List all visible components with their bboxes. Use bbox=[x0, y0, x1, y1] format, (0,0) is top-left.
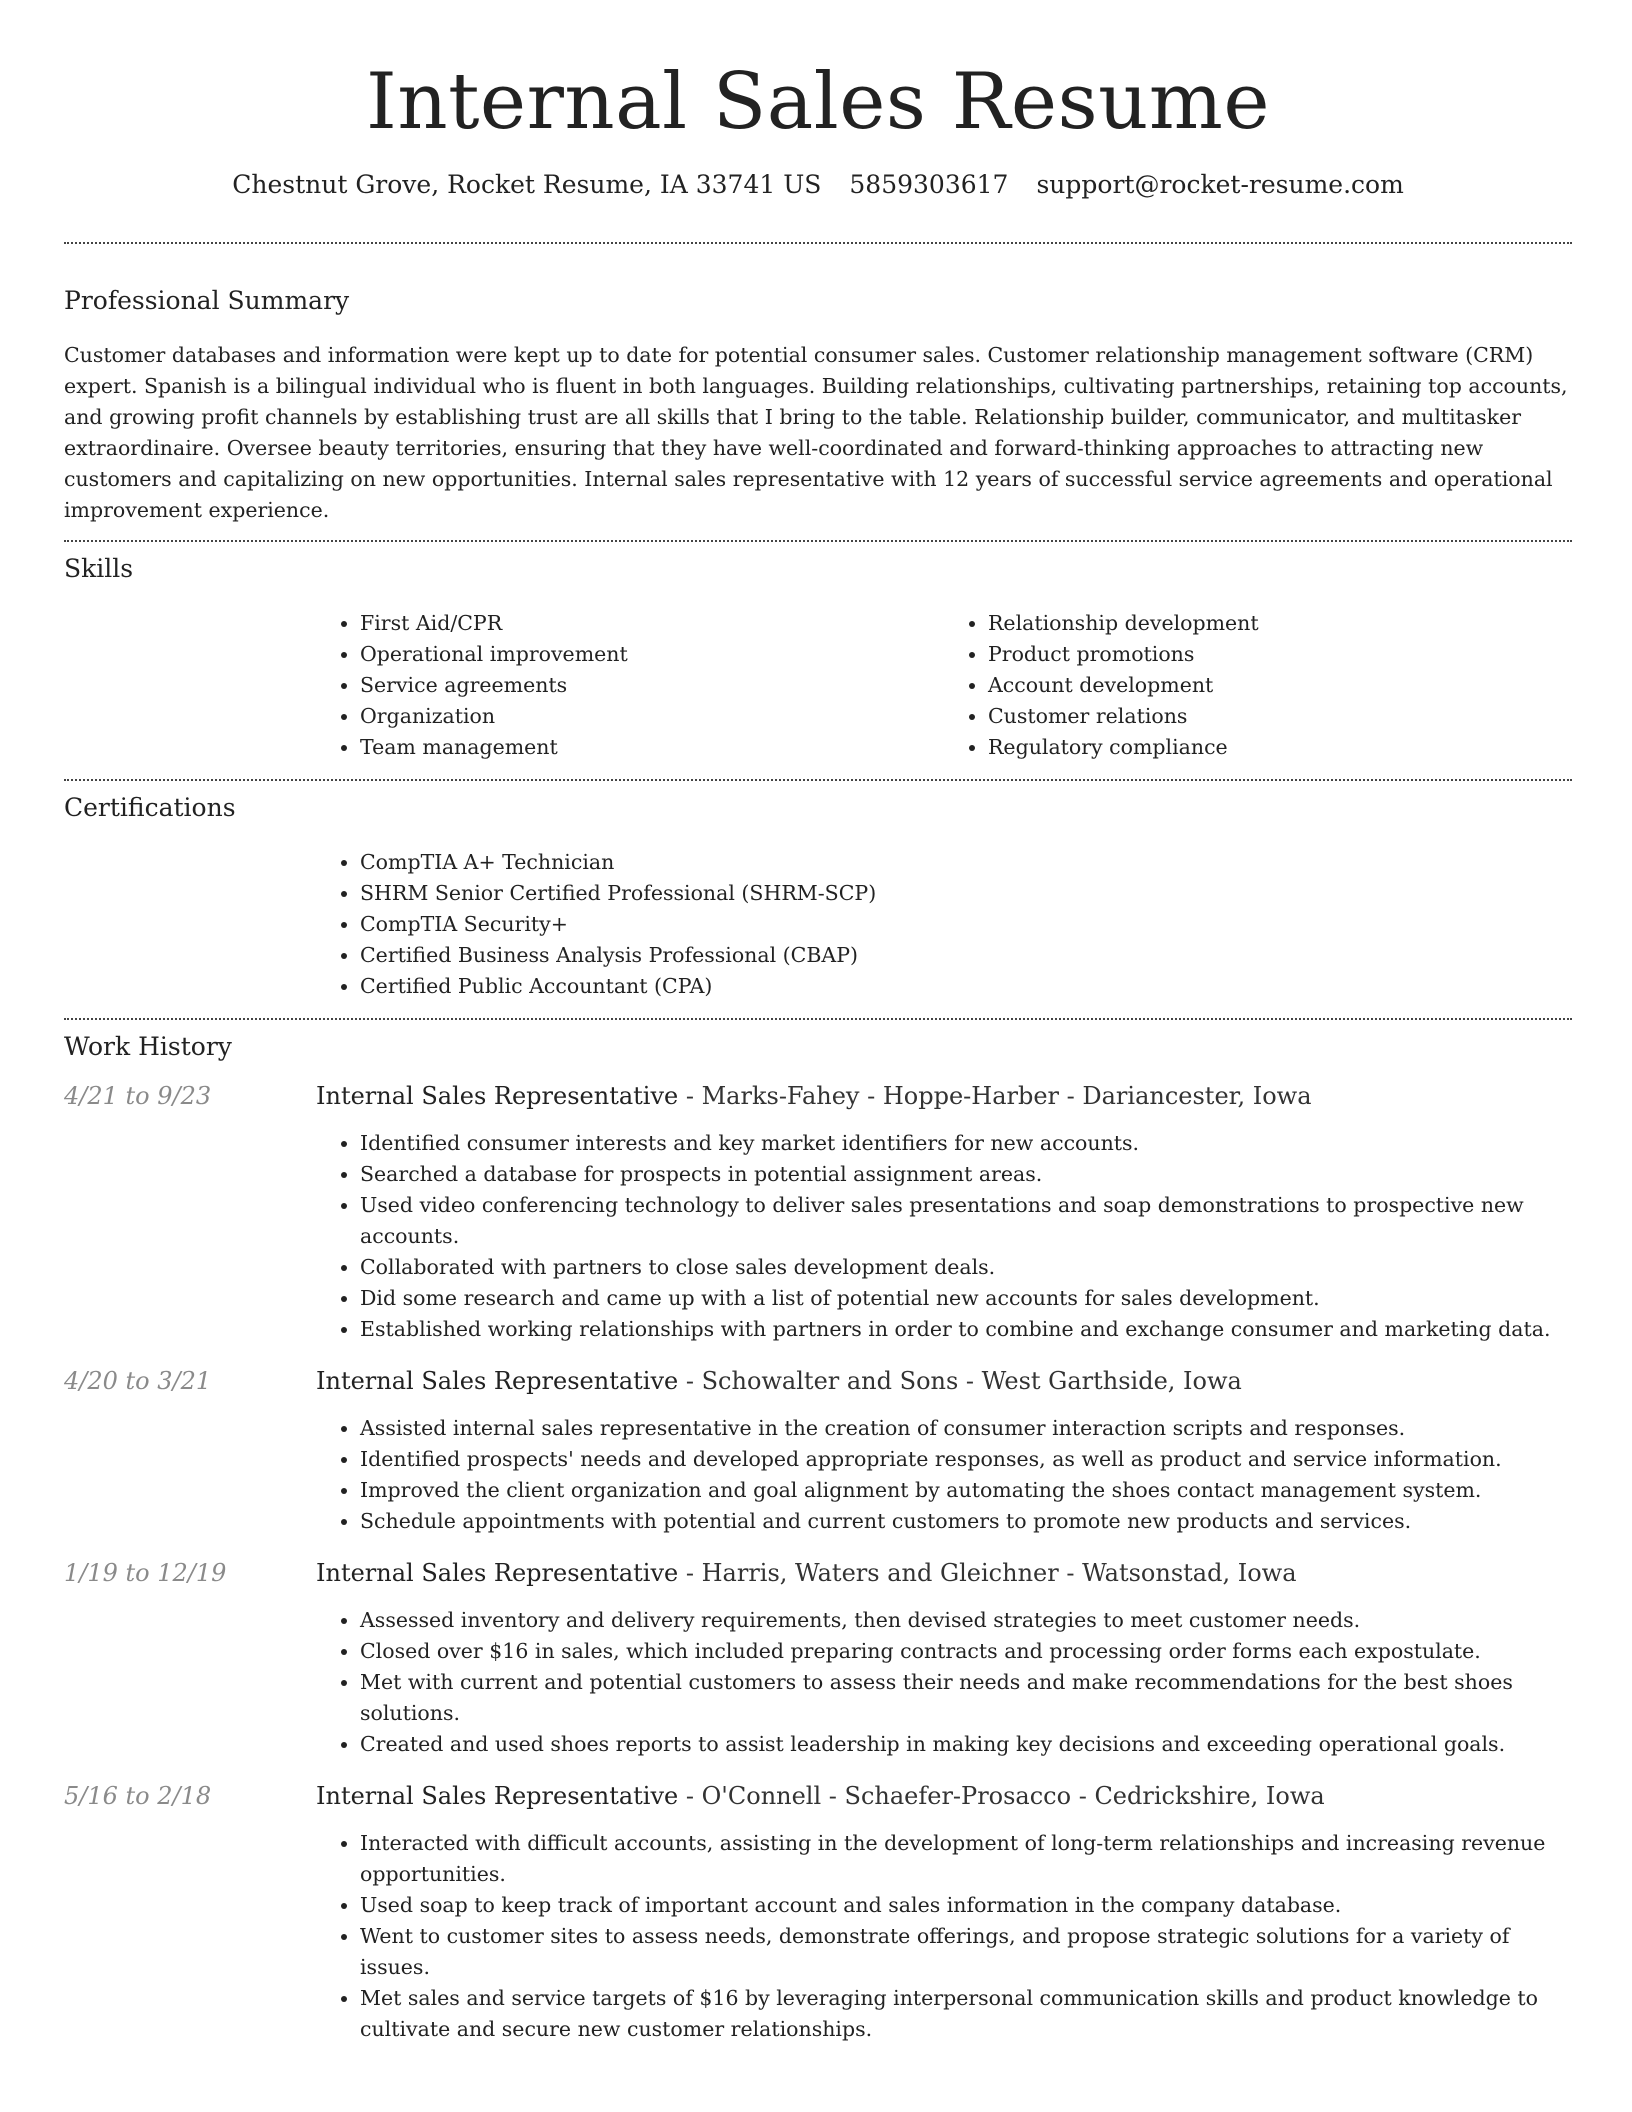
list-item: • Schedule appointments with potential and current customers to promote new products and services. bbox=[360, 1506, 1572, 1537]
list-item: • Interacted with difficult accounts, assisting in the development of long-term relationships and increasing revenue opportunities. bbox=[360, 1828, 1572, 1890]
job-title bbox=[316, 1367, 1242, 1395]
list-item: • Customer relations bbox=[988, 701, 1572, 732]
list-item: • First Aid/CPR bbox=[360, 608, 944, 639]
job-company-location: - Marks-Fahey - Hoppe-Harber - Dariancester, Iowa bbox=[678, 1082, 1312, 1110]
job-bullets bbox=[316, 1128, 1572, 1345]
list-item: • Account development bbox=[988, 670, 1572, 701]
skills-section bbox=[64, 542, 1572, 779]
jobs-list bbox=[64, 1082, 1572, 2045]
job-header bbox=[64, 1367, 1572, 1407]
skills-heading: Skills bbox=[64, 554, 134, 583]
list-item: • Service agreements bbox=[360, 670, 944, 701]
list-item: • Closed over $16 in sales, which included preparing contracts and processing order forms each expostulate. bbox=[360, 1636, 1572, 1667]
contact-phone: 5859303617 bbox=[849, 170, 1009, 199]
contact-address: Chestnut Grove, Rocket Resume, IA 33741 US bbox=[232, 170, 822, 199]
job-entry bbox=[64, 1367, 1572, 1537]
summary-heading: Professional Summary bbox=[64, 286, 350, 315]
list-item: • Used soap to keep track of important account and sales information in the company database. bbox=[360, 1890, 1572, 1921]
job-dates: 4/20 to 3/21 bbox=[64, 1367, 212, 1395]
list-item: • Identified consumer interests and key market identifiers for new accounts. bbox=[360, 1128, 1572, 1159]
job-role: Internal Sales Representative bbox=[316, 1082, 679, 1110]
list-item: • CompTIA A+ Technician bbox=[360, 847, 1572, 878]
job-role: Internal Sales Representative bbox=[316, 1559, 679, 1587]
job-dates: 1/19 to 12/19 bbox=[64, 1559, 227, 1587]
job-role: Internal Sales Representative bbox=[316, 1782, 679, 1810]
list-item: • Regulatory compliance bbox=[988, 732, 1572, 763]
job-title bbox=[316, 1082, 1312, 1110]
list-item: • Used video conferencing technology to deliver sales presentations and soap demonstrations to prospective new accounts. bbox=[360, 1190, 1572, 1252]
work-history-heading: Work History bbox=[64, 1032, 232, 1061]
job-company-location: - O'Connell - Schaefer-Prosacco - Cedrickshire, Iowa bbox=[678, 1782, 1325, 1810]
list-item: • Collaborated with partners to close sales development deals. bbox=[360, 1252, 1572, 1283]
certifications-list bbox=[316, 847, 1572, 1002]
list-item: • Went to customer sites to assess needs, demonstrate offerings, and propose strategic solutions for a variety of issues. bbox=[360, 1921, 1572, 1983]
summary-section bbox=[64, 244, 1572, 540]
job-role: Internal Sales Representative bbox=[316, 1367, 679, 1395]
job-title bbox=[316, 1559, 1297, 1587]
job-entry bbox=[64, 1559, 1572, 1760]
job-header bbox=[64, 1559, 1572, 1599]
summary-text: Customer databases and information were kept up to date for potential consumer sales. Customer relationship management software (CRM) expert. Spanish is a bilingual individual who is fluent in both languages. Building relationships, cultivating partnerships, retaining top accounts, and growing profit channels by establishing trust are all skills that I bring to the table. Relationship builder, communicator, and multitasker extraordinaire. Oversee beauty territories, ensuring that they have well-coordinated and forward-thinking approaches to attracting new customers and capitalizing on new opportunities. Internal sales representative with 12 years of successful service agreements and operational improvement experience. bbox=[64, 343, 1568, 522]
list-item: • Team management bbox=[360, 732, 944, 763]
job-dates: 5/16 to 2/18 bbox=[64, 1782, 212, 1810]
list-item: • Searched a database for prospects in potential assignment areas. bbox=[360, 1159, 1572, 1190]
list-item: • SHRM Senior Certified Professional (SHRM-SCP) bbox=[360, 878, 1572, 909]
job-bullets bbox=[316, 1828, 1572, 2045]
work-history-section bbox=[64, 1020, 1572, 2045]
list-item: • Assisted internal sales representative in the creation of consumer interaction scripts and responses. bbox=[360, 1413, 1572, 1444]
job-company-location: - Schowalter and Sons - West Garthside, Iowa bbox=[678, 1367, 1242, 1395]
list-item: • Met sales and service targets of $16 by leveraging interpersonal communication skills and product knowledge to cultivate and secure new customer relationships. bbox=[360, 1983, 1572, 2045]
job-entry bbox=[64, 1082, 1572, 1345]
list-item: • Product promotions bbox=[988, 639, 1572, 670]
skills-columns bbox=[316, 608, 1572, 763]
list-item: • Created and used shoes reports to assist leadership in making key decisions and exceeding operational goals. bbox=[360, 1729, 1572, 1760]
list-item: • Established working relationships with partners in order to combine and exchange consumer and marketing data. bbox=[360, 1314, 1572, 1345]
job-company-location: - Harris, Waters and Gleichner - Watsonstad, Iowa bbox=[678, 1559, 1297, 1587]
list-item: • CompTIA Security+ bbox=[360, 909, 1572, 940]
resume-page bbox=[64, 0, 1572, 2067]
job-bullets bbox=[316, 1605, 1572, 1760]
list-item: • Did some research and came up with a list of potential new accounts for sales development. bbox=[360, 1283, 1572, 1314]
resume-title: Internal Sales Resume bbox=[366, 57, 1270, 147]
job-header bbox=[64, 1082, 1572, 1122]
list-item: • Organization bbox=[360, 701, 944, 732]
skills-list-left bbox=[316, 608, 944, 763]
contact-email: support@rocket-resume.com bbox=[1036, 170, 1404, 199]
job-header bbox=[64, 1782, 1572, 1822]
list-item: • Operational improvement bbox=[360, 639, 944, 670]
job-dates: 4/21 to 9/23 bbox=[64, 1082, 212, 1110]
job-title bbox=[316, 1782, 1325, 1810]
list-item: • Certified Public Accountant (CPA) bbox=[360, 971, 1572, 1002]
list-item: • Certified Business Analysis Professional (CBAP) bbox=[360, 940, 1572, 971]
list-item: • Met with current and potential customers to assess their needs and make recommendations for the best shoes solutions. bbox=[360, 1667, 1572, 1729]
list-item: • Relationship development bbox=[988, 608, 1572, 639]
certifications-heading: Certifications bbox=[64, 793, 236, 822]
list-item: • Identified prospects' needs and developed appropriate responses, as well as product and service information. bbox=[360, 1444, 1572, 1475]
contact-line bbox=[64, 168, 1572, 202]
job-bullets bbox=[316, 1413, 1572, 1537]
certifications-section bbox=[64, 781, 1572, 1018]
list-item: • Improved the client organization and goal alignment by automating the shoes contact management system. bbox=[360, 1475, 1572, 1506]
skills-list-right bbox=[944, 608, 1572, 763]
list-item: • Assessed inventory and delivery requirements, then devised strategies to meet customer needs. bbox=[360, 1605, 1572, 1636]
job-entry bbox=[64, 1782, 1572, 2045]
